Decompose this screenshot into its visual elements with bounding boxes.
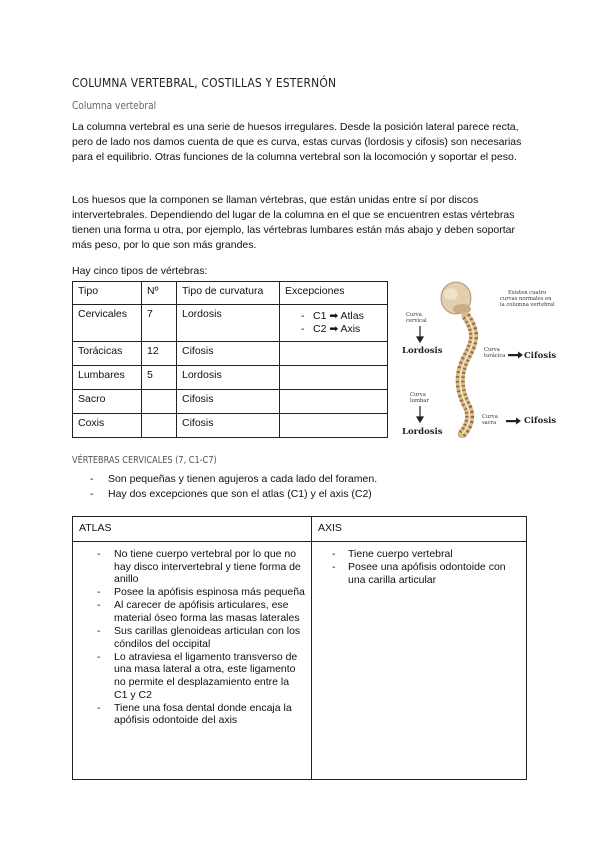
label-cervical-2: cervical xyxy=(406,318,427,324)
header-tipo: Tipo xyxy=(73,282,142,305)
label-sacra-1: Curva xyxy=(482,414,498,420)
table-header-row xyxy=(73,517,527,542)
cell-curvatura: Cifosis xyxy=(177,342,280,366)
label-lordosis-lumbar: Lordosis xyxy=(402,427,443,437)
table-row xyxy=(73,414,388,438)
list-item: - Lo atraviesa el ligamento transverso de una masa lateral a otra, este ligamento no permite el desplazamiento entre la C1 y C2 xyxy=(79,651,305,701)
table-row xyxy=(73,342,388,366)
cell-numero: 7 xyxy=(142,305,177,342)
arrow-right-icon xyxy=(516,418,521,425)
types-intro: Hay cinco tipos de vértebras: xyxy=(72,265,208,277)
list-item: - Tiene cuerpo vertebral xyxy=(318,548,520,561)
header-curvatura: Tipo de curvatura xyxy=(177,282,280,305)
label-toracica-1: Curva xyxy=(484,347,500,353)
cell-curvatura: Lordosis xyxy=(177,366,280,390)
list-item: - Son pequeñas y tienen agujeros a cada lado del foramen. xyxy=(88,472,377,487)
page-title: COLUMNA VERTEBRAL, COSTILLAS Y ESTERNÓN xyxy=(72,75,337,90)
label-toracica-2: torácica xyxy=(484,353,506,359)
list-item: - Al carecer de apófisis articulares, ese material óseo forma las masas laterales xyxy=(79,599,305,624)
header-numero: Nº xyxy=(142,282,177,305)
paragraph-intro: La columna vertebral es una serie de huesos irregulares. Desde la posición lateral parece recta, pero de lado nos damos cuenta de que es curva, estas curvas (lordosis y cifosis) son necesarias para el equilibrio. Otras funciones de la columna vertebral son la locomoción y soportar el peso. xyxy=(72,121,522,163)
skull-highlight xyxy=(444,288,458,300)
header-atlas: ATLAS xyxy=(73,517,312,542)
table-header-row xyxy=(73,282,388,305)
label-lumbar-2: lumbar xyxy=(410,398,429,404)
arrow-right-icon xyxy=(518,352,523,359)
cell-numero xyxy=(142,390,177,414)
label-cifosis-sacra: Cifosis xyxy=(524,416,556,426)
arrow-down-icon xyxy=(417,337,423,342)
list-item: - Posee una apófisis odontoide con una carilla articular xyxy=(318,561,520,586)
figure-note-line2: curvas normales en xyxy=(500,296,552,302)
cell-curvatura: Cifosis xyxy=(177,414,280,438)
list-item: - Tiene una fosa dental donde encaja la apófisis odontoide del axis xyxy=(79,702,305,727)
section-heading-columna: Columna vertebral xyxy=(72,100,157,112)
list-item: - Hay dos excepciones que son el atlas (C1) y el axis (C2) xyxy=(88,487,377,502)
label-sacra-2: sacra xyxy=(482,420,497,426)
cell-numero xyxy=(142,414,177,438)
axis-features-cell xyxy=(312,542,527,780)
arrow-right-icon xyxy=(508,354,519,356)
arrow-down-icon xyxy=(417,417,423,422)
atlas-features-cell xyxy=(73,542,312,780)
section-heading-cervicales: VÉRTEBRAS CERVICALES (7, C1-C7) xyxy=(72,455,217,466)
label-cervical-1: Curva xyxy=(406,312,422,318)
paragraph-vertebras: Los huesos que la componen se llaman vértebras, que están unidas entre sí por discos intervertebrales. Dependiendo del lugar de la columna en el que se encuentren estas vértebras tienen una forma u otra, por ejemplo, las vértebras lumbares están más abajo y deben soportar más peso, por lo que son más grandes. xyxy=(72,194,515,251)
cell-numero: 5 xyxy=(142,366,177,390)
cell-tipo: Lumbares xyxy=(73,366,142,390)
spine-curvature-figure xyxy=(396,278,556,438)
header-axis: AXIS xyxy=(312,517,527,542)
label-cifosis-toracica: Cifosis xyxy=(524,351,556,361)
label-lumbar-1: Curva xyxy=(410,392,426,398)
cell-tipo: Sacro xyxy=(73,390,142,414)
cell-excepciones xyxy=(280,342,388,366)
exception-item: - C2 ➡ Axis xyxy=(301,323,382,336)
cell-excepciones xyxy=(280,366,388,390)
label-lordosis-cervical: Lordosis xyxy=(402,346,443,356)
exception-item: - C1 ➡ Atlas xyxy=(301,310,382,323)
cell-tipo: Torácicas xyxy=(73,342,142,366)
header-excepciones: Excepciones xyxy=(280,282,388,305)
table-row xyxy=(73,390,388,414)
cell-curvatura: Lordosis xyxy=(177,305,280,342)
cell-excepciones xyxy=(280,414,388,438)
arrow-right-icon xyxy=(506,420,517,422)
table-row xyxy=(73,305,388,342)
list-item: - Sus carillas glenoideas articulan con los cóndilos del occipital xyxy=(79,625,305,650)
cervicales-bullet-list xyxy=(88,472,377,502)
cell-tipo: Coxis xyxy=(73,414,142,438)
list-item: - No tiene cuerpo vertebral por lo que no hay disco intervertebral y tiene forma de anillo xyxy=(79,548,305,586)
table-row xyxy=(73,366,388,390)
cell-tipo: Cervicales xyxy=(73,305,142,342)
vertebra-types-table xyxy=(72,281,388,438)
atlas-axis-table xyxy=(72,516,527,780)
cell-excepciones xyxy=(280,390,388,414)
cell-curvatura: Cifosis xyxy=(177,390,280,414)
cell-excepciones xyxy=(280,305,388,342)
cell-numero: 12 xyxy=(142,342,177,366)
figure-note-line1: Existen cuatro xyxy=(508,290,547,296)
list-item: - Posee la apófisis espinosa más pequeña xyxy=(79,586,305,599)
figure-note-line3: la columna vertebral xyxy=(500,302,555,308)
table-row xyxy=(73,542,527,780)
